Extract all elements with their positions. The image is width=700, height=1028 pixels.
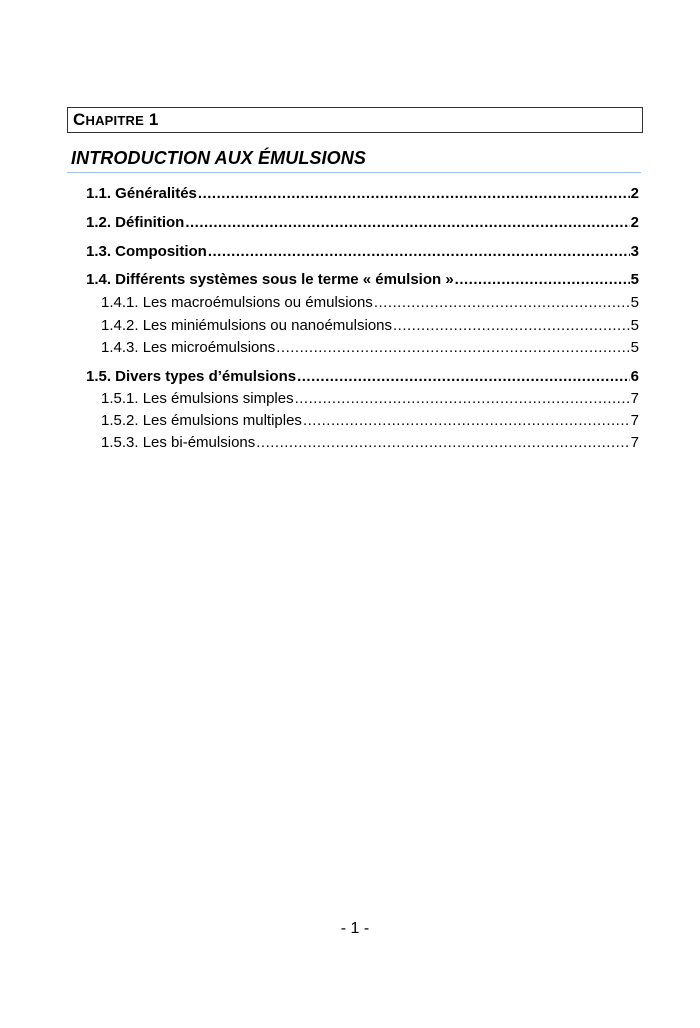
toc-entry-page: 5: [630, 339, 639, 356]
toc-entry-1-4-1[interactable]: [101, 294, 639, 314]
chapter-title: INTRODUCTION AUX ÉMULSIONS: [71, 148, 366, 168]
toc-entry-page: 2: [630, 214, 639, 231]
toc-entry-1-4-3[interactable]: [101, 339, 639, 359]
toc-entry-page: 7: [630, 390, 639, 407]
toc-entry-page: 5: [630, 271, 639, 288]
toc-entry-page: 7: [630, 434, 639, 451]
toc-entry-page: 6: [630, 368, 639, 385]
toc-entry-page: 5: [630, 294, 639, 311]
toc-entry-1-5-2[interactable]: [101, 412, 639, 432]
toc-entry-1-4[interactable]: [86, 271, 639, 291]
toc-dot-leader: [185, 214, 629, 231]
toc-entry-page: 3: [630, 243, 639, 260]
toc-entry-label: 1.1. Généralités: [86, 185, 197, 202]
toc-dot-leader: [208, 243, 630, 260]
toc-dot-leader: [297, 368, 630, 385]
toc-entry-label: 1.5.1. Les émulsions simples: [101, 390, 294, 407]
toc-dot-leader: [295, 390, 630, 407]
toc-entry-label: 1.5.2. Les émulsions multiples: [101, 412, 302, 429]
toc-entry-1-5[interactable]: [86, 368, 639, 388]
toc-entry-page: 7: [630, 412, 639, 429]
toc-entry-1-4-2[interactable]: [101, 317, 639, 337]
page-number: - 1 -: [340, 920, 370, 937]
toc-dot-leader: [256, 434, 629, 451]
toc-dot-leader: [455, 271, 630, 288]
toc-dot-leader: [303, 412, 630, 429]
chapter-label-rest: HAPITRE: [85, 112, 144, 128]
chapter-number: 1: [148, 110, 159, 129]
toc-entry-label: 1.5. Divers types d’émulsions: [86, 368, 297, 385]
toc-entry-1-1[interactable]: [86, 185, 639, 205]
toc-entry-label: 1.4.2. Les miniémulsions ou nanoémulsions: [101, 317, 392, 334]
toc-entry-page: 2: [630, 185, 639, 202]
toc-entry-label: 1.5.3. Les bi-émulsions: [101, 434, 256, 451]
toc-entry-label: 1.3. Composition: [86, 243, 207, 260]
toc-dot-leader: [276, 339, 629, 356]
toc-entry-label: 1.4. Différents systèmes sous le terme « émulsion »: [86, 271, 454, 288]
toc-entry-1-2[interactable]: [86, 214, 639, 234]
toc-entry-1-5-1[interactable]: [101, 390, 639, 410]
toc-entry-page: 5: [630, 317, 639, 334]
toc-entry-label: 1.4.3. Les microémulsions: [101, 339, 276, 356]
toc-entry-1-5-3[interactable]: [101, 434, 639, 454]
toc-dot-leader: [198, 185, 630, 202]
toc-entry-1-3[interactable]: [86, 243, 639, 263]
toc-dot-leader: [374, 294, 630, 311]
toc-entry-label: 1.2. Définition: [86, 214, 185, 231]
toc-entry-label: 1.4.1. Les macroémulsions ou émulsions: [101, 294, 373, 311]
chapter-label-initial: C: [73, 110, 86, 129]
toc-dot-leader: [393, 317, 630, 334]
